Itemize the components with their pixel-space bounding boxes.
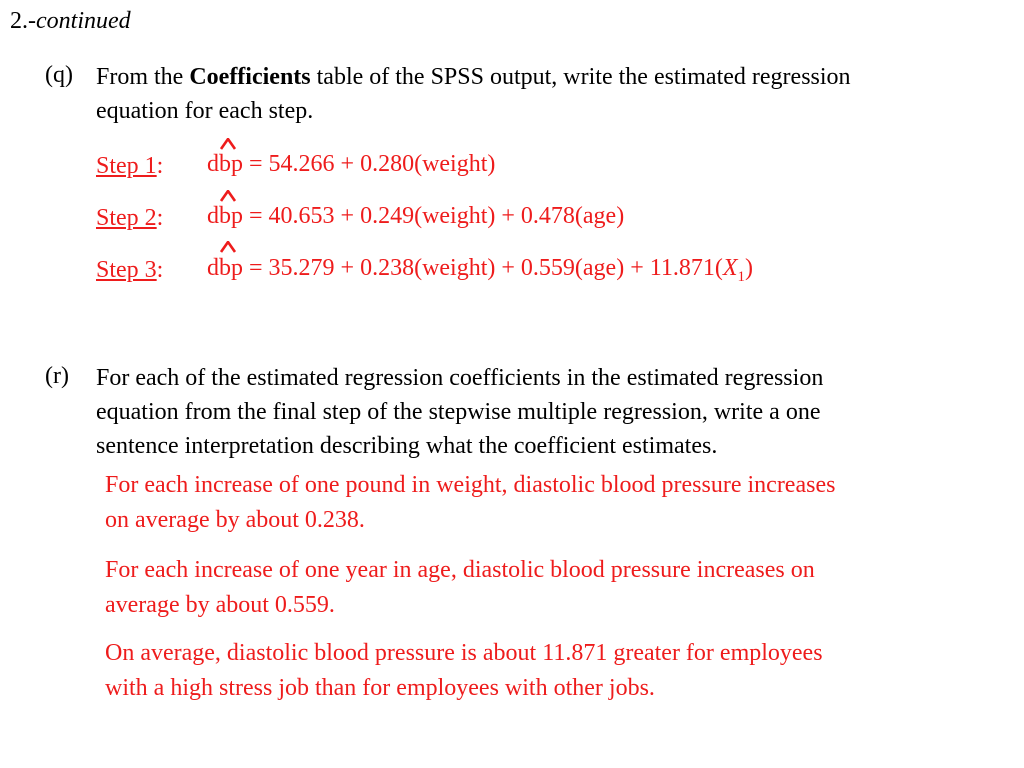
hat-icon	[220, 138, 236, 148]
question-r-text	[96, 361, 823, 463]
heading-number: 2.-	[10, 8, 36, 34]
interpretation-age: For each increase of one year in age, diastolic blood pressure increases on average by about 0.559.	[105, 557, 815, 618]
slide-heading	[10, 8, 131, 35]
hat-icon	[220, 190, 236, 200]
question-q-line1: From the Coefficients table of the SPSS output, write the estimated regression	[96, 64, 851, 90]
hat-icon	[220, 241, 236, 251]
variable-x: X	[722, 255, 738, 281]
step-1-equation: dbp = 54.266 + 0.280(weight)	[207, 151, 496, 177]
step-3-equation: dbp = 35.279 + 0.238(weight) + $0.559(age) + 11.871(X_1)$	[207, 255, 754, 285]
question-r-line3: sentence interpretation describing what the coefficient estimates.	[96, 433, 718, 459]
question-r-line2: equation from the final step of the stepwise multiple regression, write a one	[96, 399, 821, 425]
interpretation-weight: For each increase of one pound in weight, diastolic blood pressure increases on average by about 0.238.	[105, 472, 836, 533]
question-q-text	[96, 60, 851, 128]
variable-subscript: 1	[737, 268, 746, 285]
question-q-marker: (q)	[45, 62, 73, 88]
question-r-marker: (r)	[45, 363, 69, 389]
coefficients-bold: Coefficients	[189, 64, 311, 90]
question-q-line2: equation for each step.	[96, 98, 314, 124]
step-2-equation: dbp = 40.653 + 0.249(weight) + 0.478(age)	[207, 203, 625, 229]
interpretation-stress-job: On average, diastolic blood pressure is about 11.871 greater for employees with a high stress job than for employees with other jobs.	[105, 640, 823, 701]
step-1-label: Step 1:	[96, 153, 164, 179]
heading-continued: continued	[36, 8, 131, 34]
step-2-label: Step 2:	[96, 205, 164, 231]
question-r-line1: For each of the estimated regression coefficients in the estimated regression	[96, 365, 824, 391]
step-3-label: Step 3:	[96, 257, 164, 283]
